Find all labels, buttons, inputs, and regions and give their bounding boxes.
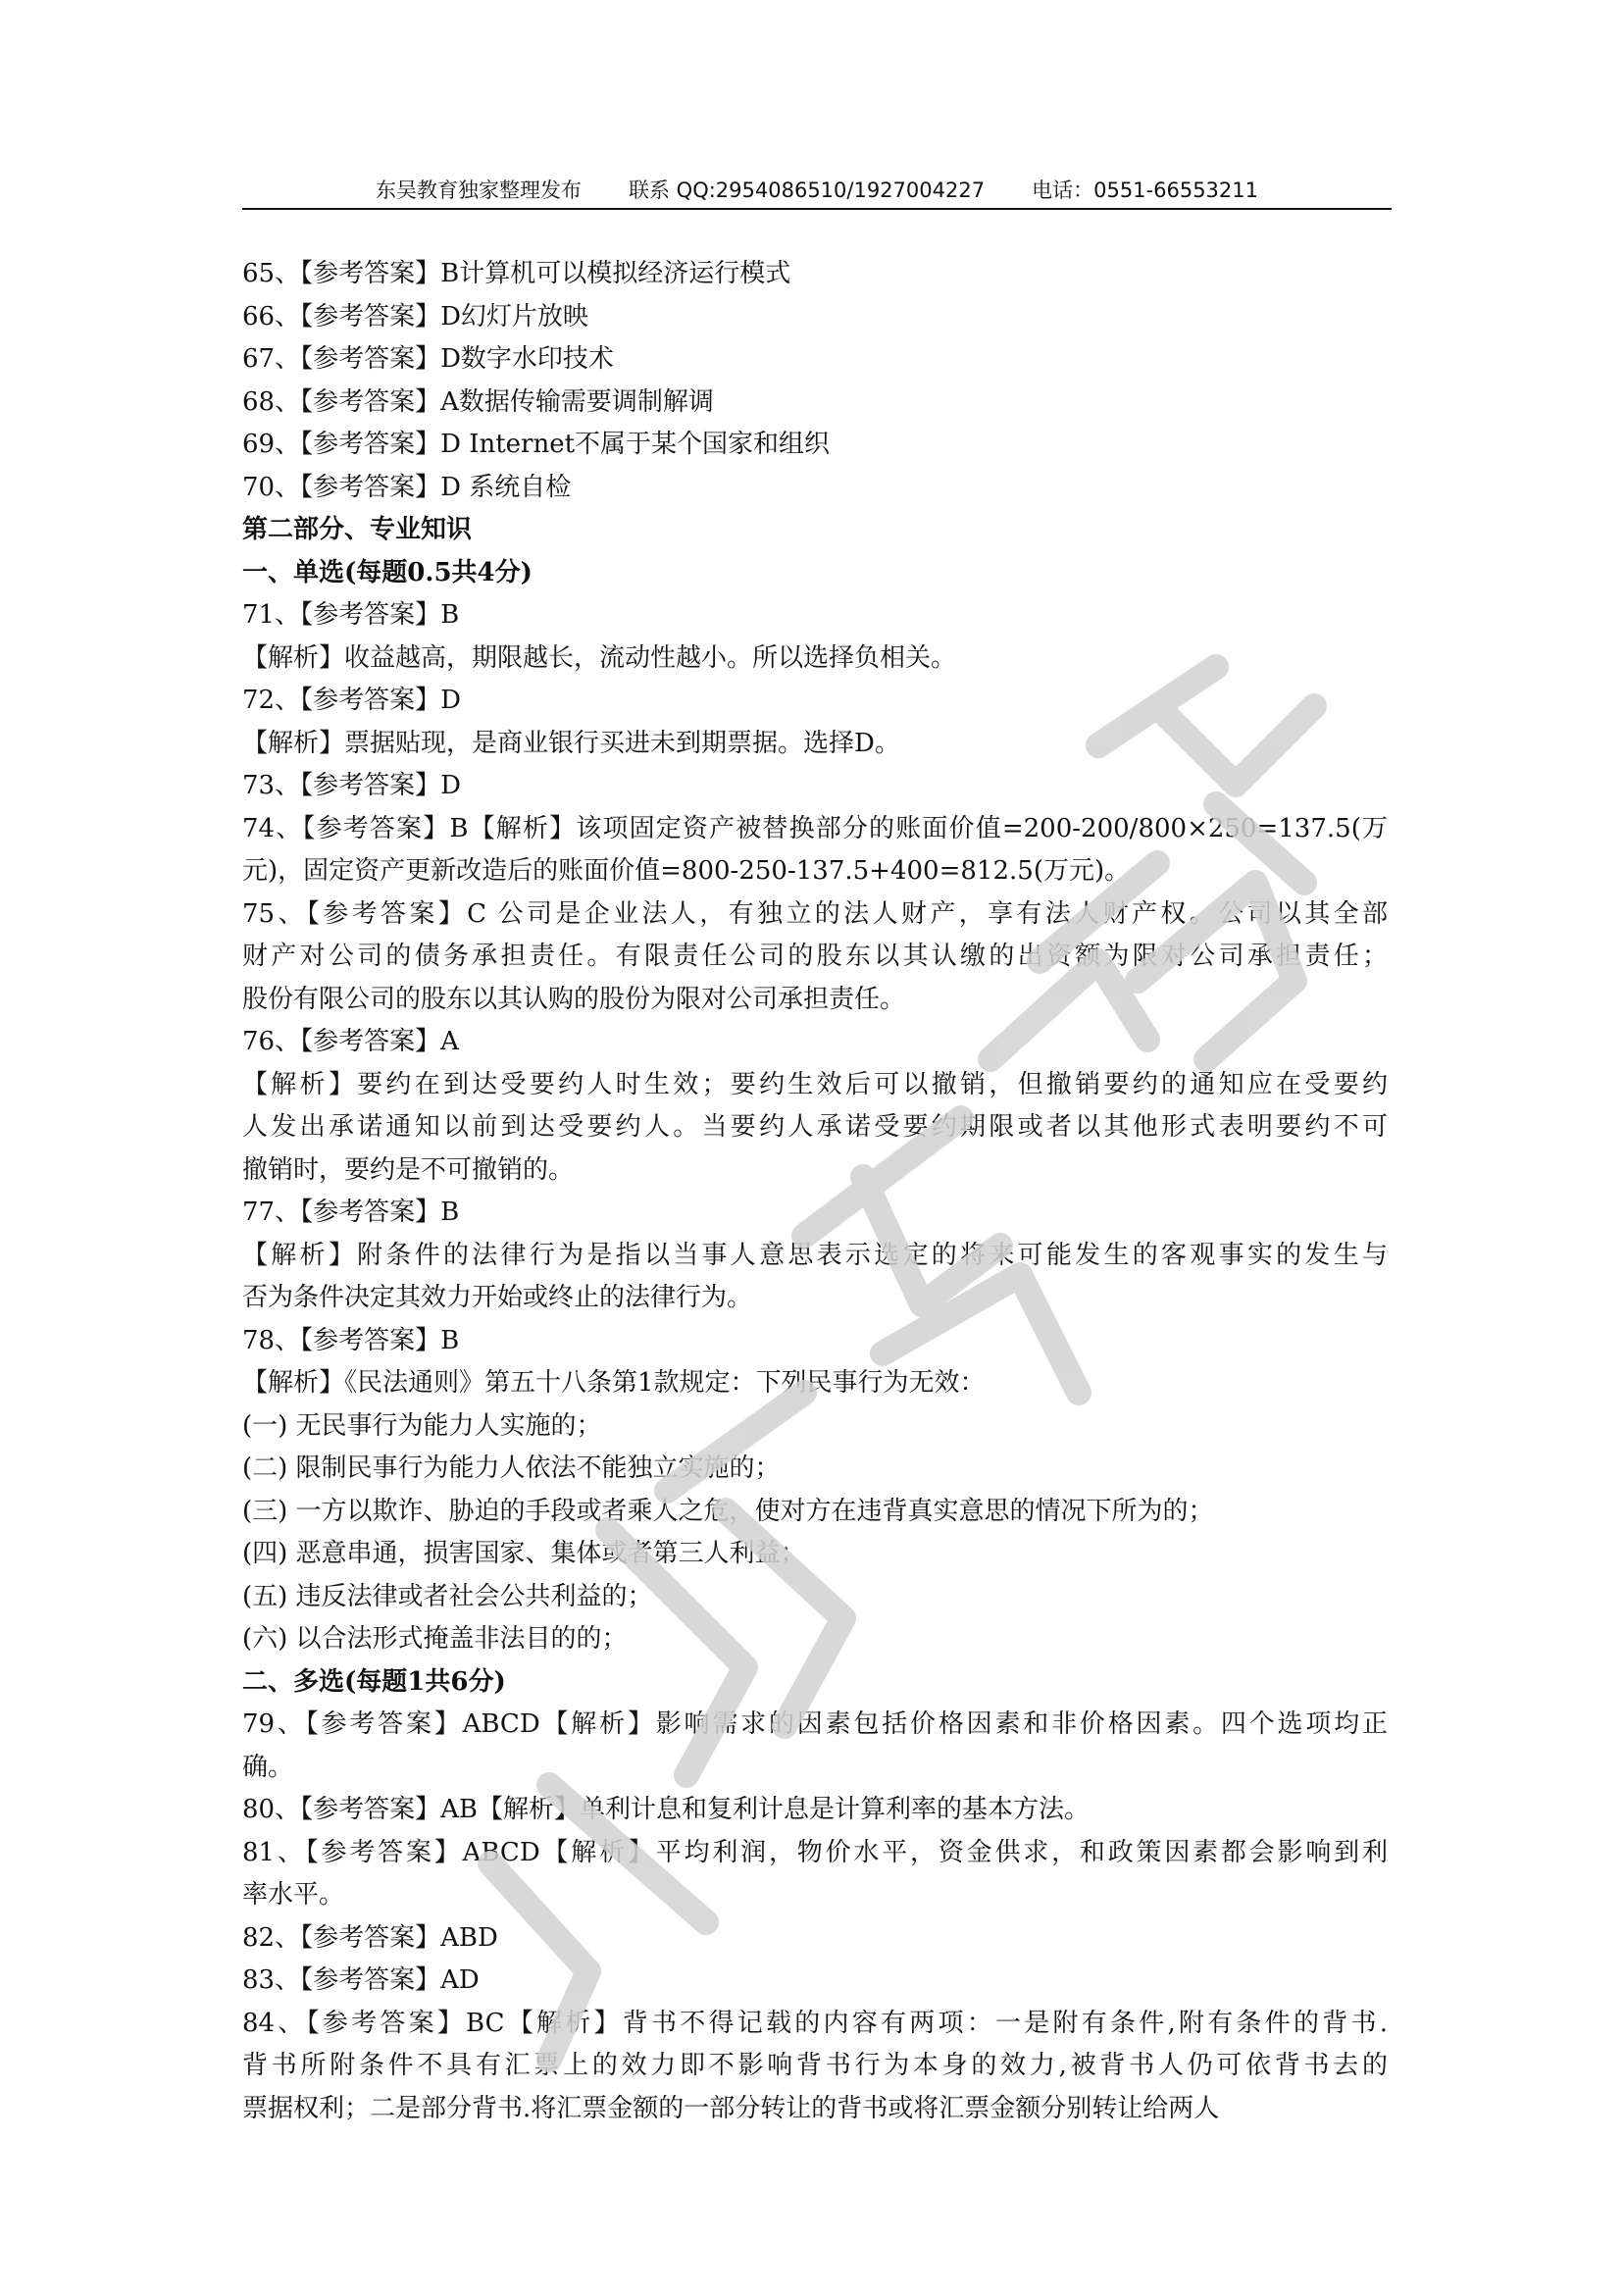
header-phone: 电话：0551-66553211 <box>1032 178 1259 202</box>
answer-content <box>242 253 1388 2130</box>
answer-line: 率水平。 <box>242 1880 345 1910</box>
section-heading: 第二部分、专业知识 <box>242 515 473 544</box>
subsection-heading: 二、多选(每题1共6分) <box>242 1666 506 1697</box>
answer-line: 财产对公司的债务承担责任。有限责任公司的股东以其认缴的出资额为限对公司承担责任； <box>242 942 1388 971</box>
answer-line: 83、【参考答案】AD <box>242 1965 480 1995</box>
list-item: (二) 限制民事行为能力人依法不能独立实施的； <box>242 1453 781 1483</box>
explanation-line: 否为条件决定其效力开始或终止的法律行为。 <box>242 1283 753 1312</box>
list-item: (六) 以合法形式掩盖非法目的的； <box>242 1624 628 1654</box>
list-item: (三) 一方以欺诈、胁迫的手段或者乘人之危，使对方在违背真实意思的情况下所为的； <box>242 1496 1214 1526</box>
explanation-line: 【解析】《民法通则》第五十八条第1款规定：下列民事行为无效： <box>242 1368 986 1398</box>
answer-line: 78、【参考答案】B <box>242 1325 460 1355</box>
explanation-line: 【解析】要约在到达受要约人时生效；要约生效后可以撤销，但撤销要约的通知应在受要约 <box>242 1069 1388 1099</box>
answer-line: 80、【参考答案】AB【解析】单利计息和复利计息是计算利率的基本方法。 <box>242 1795 1090 1824</box>
answer-line: 背书所附条件不具有汇票上的效力即不影响背书行为本身的效力,被背书人仍可依背书去的 <box>242 2051 1388 2080</box>
answer-line: 75、【参考答案】C 公司是企业法人，有独立的法人财产，享有法人财产权。公司以其全部 <box>242 898 1388 929</box>
answer-line: 84、【参考答案】BC【解析】背书不得记载的内容有两项：一是附有条件,附有条件的背书. <box>242 2008 1388 2038</box>
answer-line: 70、【参考答案】D 系统自检 <box>242 472 572 502</box>
answer-line: 66、【参考答案】D幻灯片放映 <box>242 301 588 331</box>
explanation-line: 【解析】附条件的法律行为是指以当事人意思表示选定的将来可能发生的客观事实的发生与 <box>242 1240 1388 1270</box>
answer-line: 67、【参考答案】D数字水印技术 <box>242 344 614 374</box>
answer-line: 股份有限公司的股东以其认购的股份为限对公司承担责任。 <box>242 984 906 1014</box>
explanation-line: 【解析】票据贴现，是商业银行买进未到期票据。选择D。 <box>242 728 900 758</box>
header-publisher: 东吴教育独家整理发布 <box>375 178 582 202</box>
answer-line: 72、【参考答案】D <box>242 686 461 715</box>
header-contact: 联系 QQ:2954086510/1927004227 <box>628 178 986 202</box>
answer-line: 73、【参考答案】D <box>242 771 461 800</box>
explanation-line: 【解析】收益越高，期限越长，流动性越小。所以选择负相关。 <box>242 642 957 673</box>
answer-line: 71、【参考答案】B <box>242 600 460 630</box>
answer-line: 82、【参考答案】ABD <box>242 1922 498 1953</box>
answer-line: 81、【参考答案】ABCD【解析】平均利润，物价水平，资金供求，和政策因素都会影响到利 <box>242 1837 1388 1867</box>
answer-line: 74、【参考答案】B【解析】该项固定资产被替换部分的账面价值=200-200/800×250=137.5(万 <box>242 813 1388 843</box>
answer-line: 76、【参考答案】A <box>242 1027 459 1056</box>
answer-line: 票据权利；二是部分背书.将汇票金额的一部分转让的背书或将汇票金额分别转让给两人 <box>242 2093 1220 2123</box>
explanation-line: 撤销时，要约是不可撤销的。 <box>242 1154 575 1185</box>
list-item: (四) 恶意串通，损害国家、集体或者第三人利益； <box>242 1539 806 1568</box>
subsection-heading: 一、单选(每题0.5共4分) <box>242 557 533 587</box>
list-item: (一) 无民事行为能力人实施的； <box>242 1410 602 1441</box>
answer-line: 65、【参考答案】B计算机可以模拟经济运行模式 <box>242 259 791 288</box>
page-header <box>242 175 1392 210</box>
explanation-line: 人发出承诺通知以前到达受要约人。当要约人承诺受要约期限或者以其他形式表明要约不可 <box>242 1112 1388 1142</box>
answer-line: 79、【参考答案】ABCD【解析】影响需求的因素包括价格因素和非价格因素。四个选项均正 <box>242 1709 1388 1739</box>
answer-line: 确。 <box>242 1752 294 1782</box>
answer-line: 元)，固定资产更新改造后的账面价值=800-250-137.5+400=812.5(万元)。 <box>242 856 1131 886</box>
answer-line: 68、【参考答案】A数据传输需要调制解调 <box>242 386 714 417</box>
answer-line: 77、【参考答案】B <box>242 1198 460 1227</box>
answer-line: 69、【参考答案】D Internet不属于某个国家和组织 <box>242 430 831 459</box>
list-item: (五) 违反法律或者社会公共利益的； <box>242 1581 653 1611</box>
